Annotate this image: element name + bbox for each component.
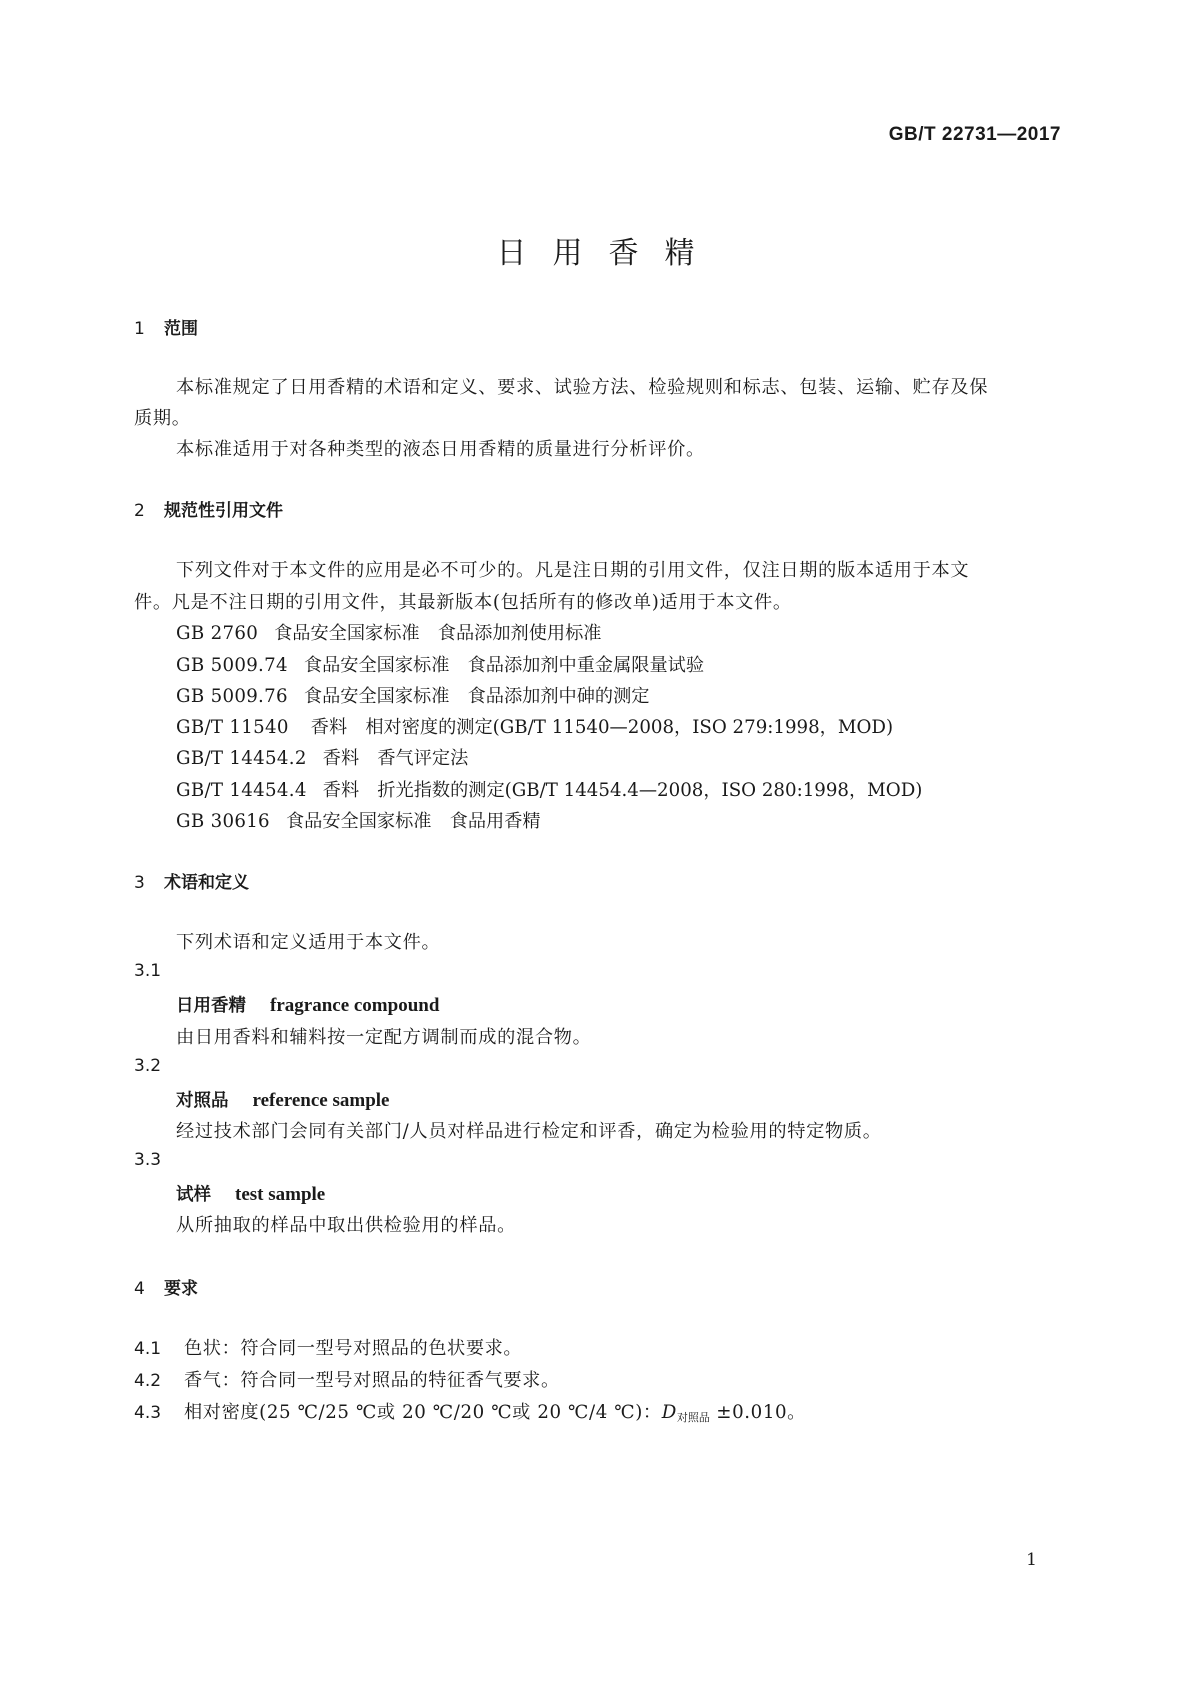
reference-item xyxy=(176,776,922,802)
page-number: 1 xyxy=(1026,1550,1037,1570)
requirement-number: 4.3 xyxy=(134,1403,162,1423)
term-en: fragrance compound xyxy=(270,995,440,1016)
reference-code: GB 5009.74 xyxy=(176,655,288,676)
reference-title: 食品安全国家标准 食品添加剂中重金属限量试验 xyxy=(303,655,705,676)
requirement-number: 4.1 xyxy=(134,1339,162,1359)
density-symbol: D xyxy=(661,1402,677,1423)
section-title: 术语和定义 xyxy=(164,873,249,893)
section-number: 1 xyxy=(134,319,145,339)
reference-title: 香料 相对密度的测定(GB/T 11540—2008，ISO 279:1998，MOD) xyxy=(310,717,894,738)
reference-code: GB/T 14454.4 xyxy=(176,780,307,801)
term-definition: 经过技术部门会同有关部门/人员对样品进行检定和评香，确定为检验用的特定物质。 xyxy=(176,1121,882,1142)
paragraph: 本标准规定了日用香精的术语和定义、要求、试验方法、检验规则和标志、包装、运输、贮存及保 xyxy=(176,377,989,398)
term-zh: 试样 xyxy=(176,1185,211,1205)
section-number: 2 xyxy=(134,501,145,521)
reference-code: GB/T 11540 xyxy=(176,717,289,738)
reference-title: 香料 香气评定法 xyxy=(322,748,469,769)
term-number: 3.3 xyxy=(134,1150,162,1170)
reference-code: GB/T 14454.2 xyxy=(176,748,307,769)
section-title: 规范性引用文件 xyxy=(164,501,283,521)
density-subscript: 对照品 xyxy=(676,1411,710,1424)
section-2-heading xyxy=(134,496,283,521)
term-definition: 由日用香料和辅料按一定配方调制而成的混合物。 xyxy=(176,1027,592,1048)
reference-item xyxy=(176,744,468,770)
section-number: 4 xyxy=(134,1279,145,1299)
reference-code: GB 2760 xyxy=(176,623,259,644)
reference-item xyxy=(176,713,893,739)
term-heading xyxy=(176,992,439,1017)
reference-title: 食品安全国家标准 食品添加剂中砷的测定 xyxy=(303,686,650,707)
term-zh: 日用香精 xyxy=(176,996,246,1016)
section-title: 范围 xyxy=(164,319,198,339)
requirement-tolerance: ±0.010。 xyxy=(709,1402,806,1423)
requirement-text: 相对密度(25 ℃/25 ℃或 20 ℃/20 ℃或 20 ℃/4 ℃)： xyxy=(184,1402,662,1423)
term-heading xyxy=(176,1181,325,1206)
document-title: 日用香精 xyxy=(496,236,721,271)
section-3-heading xyxy=(134,868,249,893)
section-title: 要求 xyxy=(164,1279,198,1299)
term-heading xyxy=(176,1087,390,1112)
requirement-number: 4.2 xyxy=(134,1371,162,1391)
term-en: reference sample xyxy=(252,1090,390,1111)
term-definition: 从所抽取的样品中取出供检验用的样品。 xyxy=(176,1215,516,1236)
reference-item xyxy=(176,651,704,677)
standard-number: GB/T 22731—2017 xyxy=(888,124,1061,145)
term-number: 3.1 xyxy=(134,961,162,981)
term-en: test sample xyxy=(235,1184,326,1205)
paragraph: 本标准适用于对各种类型的液态日用香精的质量进行分析评价。 xyxy=(176,439,705,460)
reference-title: 食品安全国家标准 食品添加剂使用标准 xyxy=(274,623,602,644)
paragraph: 下列术语和定义适用于本文件。 xyxy=(176,932,441,953)
reference-title: 食品安全国家标准 食品用香精 xyxy=(285,811,541,832)
section-4-heading xyxy=(134,1274,198,1299)
requirement-text: 色状：符合同一型号对照品的色状要求。 xyxy=(184,1338,523,1359)
requirement-item xyxy=(134,1366,560,1392)
requirement-item xyxy=(134,1398,806,1425)
paragraph: 件。凡是不注日期的引用文件，其最新版本(包括所有的修改单)适用于本文件。 xyxy=(134,592,792,613)
section-1-heading xyxy=(134,314,198,339)
reference-code: GB 5009.76 xyxy=(176,686,288,707)
paragraph: 下列文件对于本文件的应用是必不可少的。凡是注日期的引用文件，仅注日期的版本适用于本文 xyxy=(176,560,970,581)
term-number: 3.2 xyxy=(134,1056,162,1076)
reference-title: 香料 折光指数的测定(GB/T 14454.4—2008，ISO 280:1998，MOD) xyxy=(322,780,923,801)
reference-code: GB 30616 xyxy=(176,811,270,832)
reference-item xyxy=(176,682,649,708)
reference-item xyxy=(176,619,601,645)
requirement-item xyxy=(134,1334,522,1360)
paragraph: 质期。 xyxy=(134,408,191,429)
requirement-text: 香气：符合同一型号对照品的特征香气要求。 xyxy=(184,1370,560,1391)
reference-item xyxy=(176,807,541,833)
term-zh: 对照品 xyxy=(176,1091,229,1111)
section-number: 3 xyxy=(134,873,145,893)
